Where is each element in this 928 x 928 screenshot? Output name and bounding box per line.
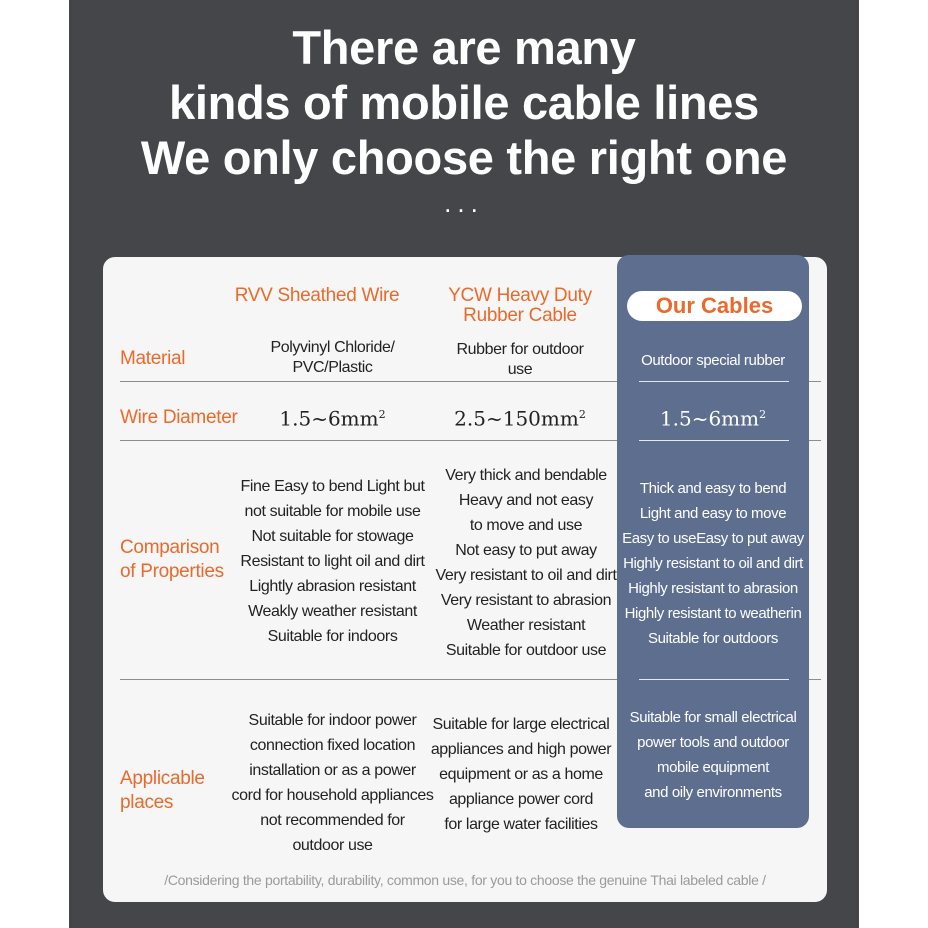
row-label-material: Material (120, 348, 186, 369)
properties-ycw-line: Very resistant to abrasion (440, 592, 612, 609)
row-label-properties (120, 536, 224, 584)
properties-ycw-line: to move and use (469, 517, 583, 534)
properties-ycw-line: Heavy and not easy (458, 492, 594, 509)
diameter-ours (617, 405, 809, 429)
properties-ycw-line: Not easy to put away (455, 542, 597, 559)
places-ycw-line: Suitable for large electrical (432, 716, 610, 733)
material-rvv-line: Polyvinyl Chloride/ (270, 339, 395, 356)
footnote: /Considering the portability, durability, common use, for you to choose the genuine Thai labeled cable / (164, 872, 766, 888)
headline-line-2: kinds of mobile cable lines (168, 76, 759, 129)
material-ycw-line: use (507, 361, 533, 378)
properties-rvv (225, 474, 440, 649)
headline (69, 20, 859, 185)
column-header-our-cables: Our Cables (627, 291, 802, 321)
places-ycw-line: for large water facilities (444, 816, 598, 833)
diameter-ours-unit-exponent: 2 (759, 408, 767, 421)
row-label-applicable-places (120, 767, 205, 815)
row-label-wire-diameter: Wire Diameter (120, 407, 238, 428)
material-rvv (225, 338, 440, 378)
row-divider-ours (639, 440, 789, 441)
column-header-ycw (425, 286, 615, 326)
properties-ours-line: Highly resistant to oil and dirt (623, 555, 803, 572)
places-rvv-line: connection fixed location (249, 737, 416, 754)
row-label-properties-line-2: of Properties (120, 561, 224, 582)
ellipsis: ... (444, 188, 484, 218)
row-divider (120, 440, 617, 441)
properties-ours (617, 476, 809, 651)
properties-ours-line: Suitable for outdoors (647, 630, 779, 647)
properties-ours-line: Thick and easy to bend (639, 480, 787, 497)
material-ycw-line: Rubber for outdoor (456, 341, 584, 358)
properties-rvv-line: Lightly abrasion resistant (249, 578, 416, 595)
properties-rvv-line: Suitable for indoors (267, 628, 398, 645)
places-rvv-line: not recommended for (260, 812, 405, 829)
places-rvv (225, 708, 440, 858)
places-ours-line: power tools and outdoor (637, 734, 789, 751)
places-ours-line: mobile equipment (656, 759, 769, 776)
places-rvv-line: outdoor use (292, 837, 373, 854)
properties-ycw (431, 463, 621, 663)
row-divider (809, 440, 821, 441)
row-label-properties-line-1: Comparison (120, 537, 220, 558)
headline-line-1: There are many (292, 21, 636, 74)
places-rvv-line: Suitable for indoor power (248, 712, 417, 729)
places-rvv-line: installation or as a power (249, 762, 416, 779)
properties-rvv-line: Not suitable for stowage (251, 528, 414, 545)
places-ours-line: and oily environments (644, 784, 782, 801)
row-divider (809, 381, 821, 382)
headline-line-3: We only choose the right one (140, 131, 788, 184)
column-header-rvv (221, 286, 413, 306)
places-ours (617, 705, 809, 805)
material-ycw (425, 340, 615, 380)
properties-ours-line: Highly resistant to weatherin (624, 605, 802, 622)
column-header-rvv-text: RVV Sheathed Wire (234, 285, 400, 306)
column-header-ycw-line-2: Rubber Cable (463, 305, 577, 326)
material-rvv-line: PVC/Plastic (292, 359, 373, 376)
properties-ycw-line: Very thick and bendable (445, 467, 607, 484)
properties-ycw-line: Suitable for outdoor use (445, 642, 607, 659)
row-divider (120, 381, 617, 382)
diameter-ycw (425, 405, 615, 429)
diameter-rvv-value: 1.5~6mm (279, 406, 379, 431)
places-ycw (425, 712, 617, 837)
properties-rvv-line: Resistant to light oil and dirt (240, 553, 425, 570)
diameter-ours-value: 1.5~6mm (659, 406, 760, 431)
diameter-ycw-unit-exponent: 2 (578, 408, 586, 421)
diameter-ycw-value: 2.5~150mm (454, 406, 579, 431)
properties-rvv-line: not suitable for mobile use (244, 503, 421, 520)
places-ours-line: Suitable for small electrical (629, 709, 797, 726)
properties-ours-line: Light and easy to move (639, 505, 787, 522)
properties-rvv-line: Fine Easy to bend Light but (240, 478, 425, 495)
column-header-ycw-line-1: YCW Heavy Duty (448, 285, 592, 306)
properties-ours-line: Easy to useEasy to put away (622, 530, 804, 547)
row-divider (120, 679, 617, 680)
places-rvv-line: cord for household appliances (231, 787, 434, 804)
material-ours-line: Outdoor special rubber (641, 352, 785, 369)
properties-ours-line: Highly resistant to abrasion (628, 580, 798, 597)
row-label-places-line-2: places (120, 792, 174, 813)
properties-rvv-line: Weakly weather resistant (248, 603, 417, 620)
places-ycw-line: appliances and high power (430, 741, 612, 758)
material-ours (617, 351, 809, 371)
places-ycw-line: equipment or as a home (439, 766, 603, 783)
diameter-rvv-unit-exponent: 2 (378, 408, 386, 421)
diameter-rvv (225, 405, 440, 429)
places-ycw-line: appliance power cord (448, 791, 594, 808)
row-divider-ours (639, 381, 789, 382)
properties-ycw-line: Weather resistant (466, 617, 586, 634)
properties-ycw-line: Very resistant to oil and dirt (435, 567, 617, 584)
row-divider-ours (639, 679, 789, 680)
row-divider (809, 679, 821, 680)
row-label-places-line-1: Applicable (120, 768, 205, 789)
